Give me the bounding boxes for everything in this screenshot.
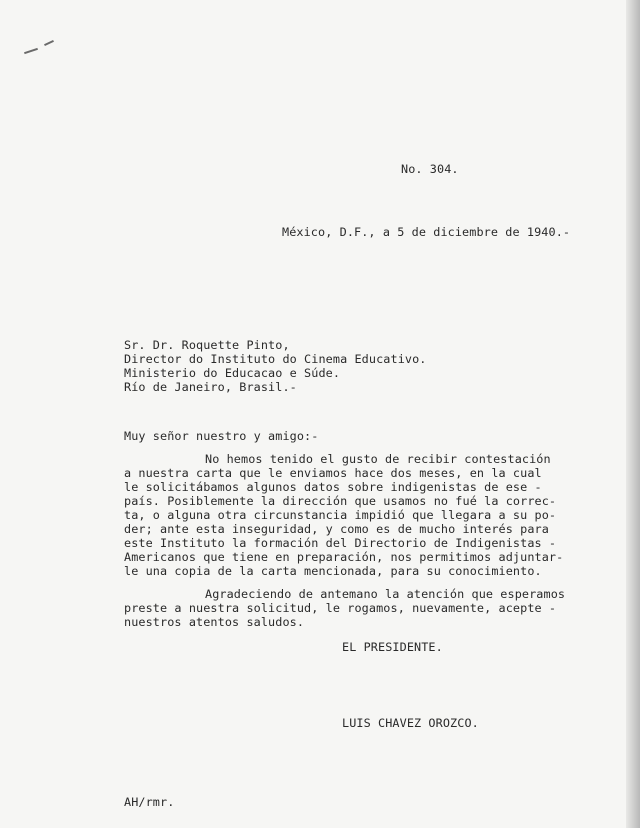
recipient-line-3: Ministerio do Educacao e Súde.: [124, 366, 341, 380]
typist-initials: AH/rmr.: [124, 795, 175, 809]
ink-mark: [24, 48, 38, 54]
paragraph1-line-3: le solicitábamos algunos datos sobre indigenistas de ese -: [124, 480, 542, 494]
paragraph1-line-4: país. Posiblemente la dirección que usamos no fué la correc-: [124, 494, 557, 508]
signatory-name: LUIS CHAVEZ OROZCO.: [342, 716, 479, 730]
paragraph1-line-7: este Instituto la formación del Directorio de Indigenistas -: [124, 536, 557, 550]
letter-date: México, D.F., a 5 de diciembre de 1940.-: [282, 225, 571, 239]
closing-title: EL PRESIDENTE.: [342, 640, 443, 654]
recipient-line-4: Río de Janeiro, Brasil.-: [124, 380, 297, 394]
paragraph2-line-1: Agradeciendo de antemano la atención que esperamos: [205, 587, 566, 601]
ink-mark: [44, 40, 54, 46]
recipient-line-1: Sr. Dr. Roquette Pinto,: [124, 338, 290, 352]
paragraph2-line-2: preste a nuestra solicitud, le rogamos, nuevamente, acepte -: [124, 601, 557, 615]
salutation: Muy señor nuestro y amigo:-: [124, 429, 319, 443]
paragraph1-line-6: der; ante esta inseguridad, y como es de mucho interés para: [124, 522, 549, 536]
paragraph1-line-2: a nuestra carta que le enviamos hace dos meses, en la cual: [124, 466, 542, 480]
paragraph1-line-5: ta, o alguna otra circunstancia impidió que llegara a su po-: [124, 508, 557, 522]
paragraph1-line-1: No hemos tenido el gusto de recibir contestación: [205, 452, 551, 466]
letter-number: No. 304.: [401, 162, 459, 176]
paragraph2-line-3: nuestros atentos saludos.: [124, 615, 305, 629]
paragraph1-line-8: Americanos que tiene en preparación, nos permitimos adjuntar-: [124, 550, 564, 564]
paragraph1-line-9: le una copia de la carta mencionada, para su conocimiento.: [124, 564, 542, 578]
recipient-line-2: Director do Instituto do Cinema Educativo.: [124, 352, 427, 366]
page-shadow-edge: [626, 0, 640, 828]
